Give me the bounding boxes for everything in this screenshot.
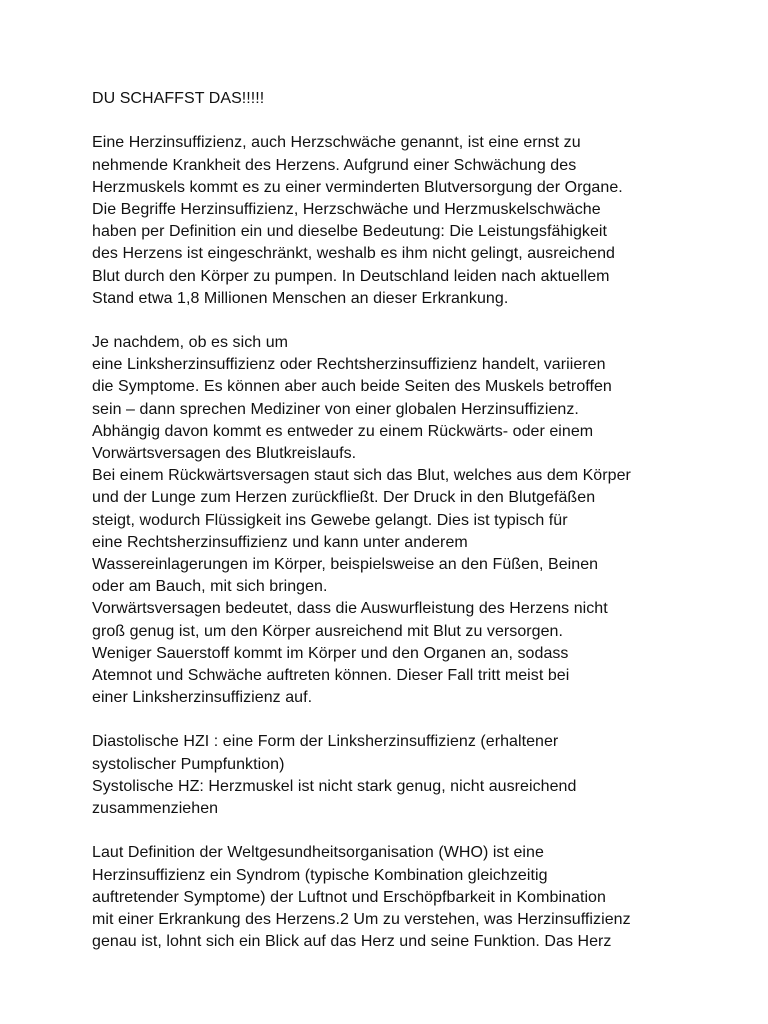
text-line: Herzmuskels kommt es zu einer verminderten Blutversorgung der Organe. [92, 178, 623, 196]
text-line: Wassereinlagerungen im Körper, beispielsweise an den Füßen, Beinen [92, 555, 599, 573]
text-line: Diastolische HZI : eine Form der Linksherzinsuffizienz (erhaltener [92, 733, 559, 751]
text-line: mit einer Erkrankung des Herzens.2 Um zu verstehen, was Herzinsuffizienz [92, 910, 631, 928]
paragraph-spacer [92, 110, 692, 132]
text-line: des Herzens ist eingeschränkt, weshalb es ihm nicht gelingt, ausreichend [92, 245, 615, 263]
text-line: und der Lunge zum Herzen zurückfließt. Der Druck in den Blutgefäßen [92, 489, 596, 507]
paragraph-definition [92, 132, 692, 310]
text-line: Blut durch den Körper zu pumpen. In Deutschland leiden nach aktuellem [92, 267, 610, 285]
text-line: oder am Bauch, mit sich bringen. [92, 578, 328, 596]
text-line: Vorwärtsversagen bedeutet, dass die Auswurfleistung des Herzens nicht [92, 600, 608, 618]
text-line: groß genug ist, um den Körper ausreichend mit Blut zu versorgen. [92, 622, 563, 640]
text-line: sein – dann sprechen Mediziner von einer globalen Herzinsuffizienz. [92, 400, 579, 418]
paragraph-who-definition [92, 842, 692, 953]
text-line: nehmende Krankheit des Herzens. Aufgrund einer Schwächung des [92, 156, 577, 174]
text-line: Weniger Sauerstoff kommt im Körper und den Organen an, sodass [92, 644, 569, 662]
text-line: die Symptome. Es können aber auch beide Seiten des Muskels betroffen [92, 378, 612, 396]
text-line: eine Rechtsherzinsuffizienz und kann unter anderem [92, 533, 468, 551]
text-line: einer Linksherzinsuffizienz auf. [92, 689, 313, 707]
text-line: Laut Definition der Weltgesundheitsorganisation (WHO) ist eine [92, 844, 544, 862]
text-line: genau ist, lohnt sich ein Blick auf das Herz und seine Funktion. Das Herz [92, 933, 612, 951]
text-line: Systolische HZ: Herzmuskel ist nicht stark genug, nicht ausreichend [92, 777, 577, 795]
text-line: Abhängig davon kommt es entweder zu einem Rückwärts- oder einem [92, 422, 594, 440]
text-line: steigt, wodurch Flüssigkeit ins Gewebe gelangt. Dies ist typisch für [92, 511, 568, 529]
text-line: Vorwärtsversagen des Blutkreislaufs. [92, 445, 357, 462]
text-line: Stand etwa 1,8 Millionen Menschen an dieser Erkrankung. [92, 289, 509, 307]
text-line: Je nachdem, ob es sich um [92, 334, 289, 352]
paragraph-symptoms [92, 332, 692, 709]
paragraph-hzi-types [92, 731, 692, 820]
text-line: haben per Definition ein und dieselbe Bedeutung: Die Leistungsfähigkeit [92, 223, 608, 241]
paragraph-spacer [92, 310, 692, 332]
text-line: auftretender Symptome) der Luftnot und Erschöpfbarkeit in Kombination [92, 888, 606, 906]
text-line: Bei einem Rückwärtsversagen staut sich das Blut, welches aus dem Körper [92, 467, 631, 485]
text-line: zusammenziehen [92, 800, 219, 817]
document-page [92, 88, 692, 953]
text-line: Atemnot und Schwäche auftreten können. Dieser Fall tritt meist bei [92, 666, 570, 684]
paragraph-spacer [92, 820, 692, 842]
text-line: systolischer Pumpfunktion) [92, 755, 285, 773]
text-line: Herzinsuffizienz ein Syndrom (typische Kombination gleichzeitig [92, 866, 548, 884]
text-line: Eine Herzinsuffizienz, auch Herzschwäche genannt, ist eine ernst zu [92, 134, 581, 152]
paragraph-spacer [92, 709, 692, 731]
document-heading: DU SCHAFFST DAS!!!!! [92, 90, 265, 107]
text-line: Die Begriffe Herzinsuffizienz, Herzschwäche und Herzmuskelschwäche [92, 200, 601, 218]
text-line: eine Linksherzinsuffizienz oder Rechtsherzinsuffizienz handelt, variieren [92, 356, 606, 374]
